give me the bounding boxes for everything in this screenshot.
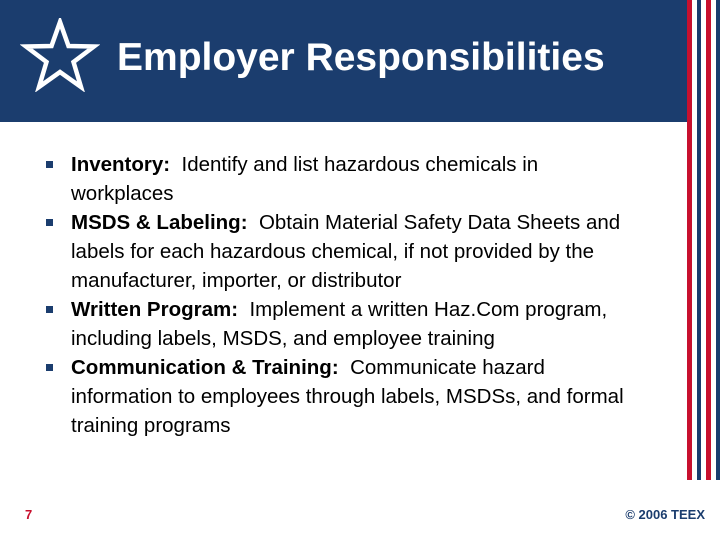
bullet-text: Implement a written Haz.Com program, including labels, MSDS, and employee training xyxy=(71,298,608,350)
bullet-term: MSDS & Labeling: xyxy=(71,211,248,234)
bullet-term: Inventory: xyxy=(71,153,171,176)
star-icon xyxy=(20,18,100,92)
page-number: 7 xyxy=(25,507,33,522)
bullet-term: Communication & Training: xyxy=(71,356,339,379)
slide-title: Employer Responsibilities xyxy=(117,36,605,79)
decorative-stripe xyxy=(716,0,720,480)
bullet-text: Identify and list hazardous chemicals in workplaces xyxy=(71,153,539,205)
bullet-list xyxy=(45,150,645,440)
bullet-text: Obtain Material Safety Data Sheets and labels for each hazardous chemical, if not provided by the manufacturer, importer, or distributor xyxy=(71,211,621,292)
copyright-notice: © 2006 TEEX xyxy=(625,507,705,522)
bullet-square-icon xyxy=(46,306,53,313)
bullet-square-icon xyxy=(46,364,53,371)
bullet-item xyxy=(45,150,645,208)
bullet-term: Written Program: xyxy=(71,298,239,321)
bullet-item xyxy=(45,353,645,440)
bullet-square-icon xyxy=(46,161,53,168)
bullet-text: Communicate hazard information to employees through labels, MSDSs, and formal training programs xyxy=(71,356,624,437)
bullet-item xyxy=(45,295,645,353)
bullet-square-icon xyxy=(46,219,53,226)
bullet-item xyxy=(45,208,645,295)
